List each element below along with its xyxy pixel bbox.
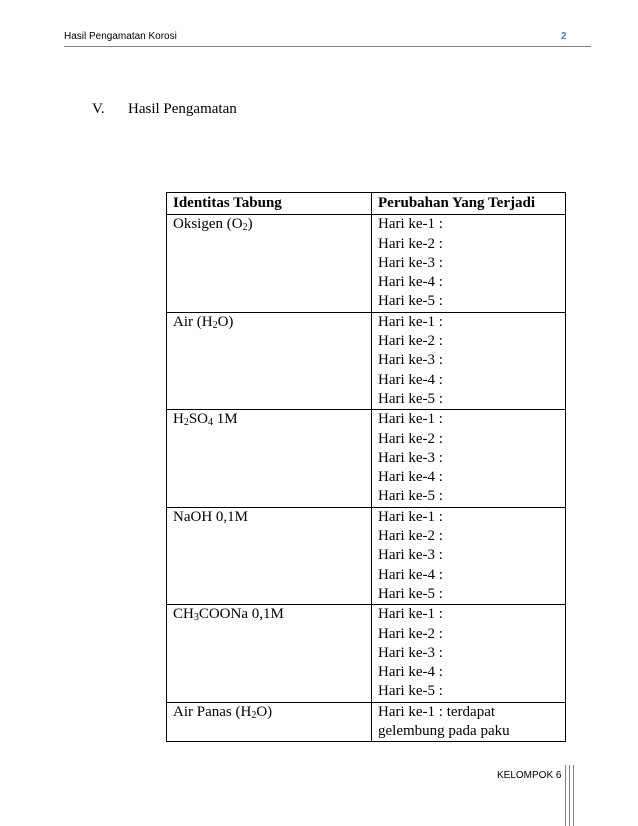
table-header-row (167, 193, 566, 215)
day-entry: Hari ke-3 : (378, 547, 443, 564)
table-row (167, 215, 566, 312)
header-title: Hasil Pengamatan Korosi (64, 31, 177, 42)
tube-cell (167, 312, 372, 409)
table-row (167, 507, 566, 604)
day-entry: Hari ke-3 : (378, 644, 443, 661)
day-entry: Hari ke-5 : (378, 390, 443, 407)
day-entry: Hari ke-1 : (378, 508, 443, 525)
tube-cell (167, 215, 372, 312)
day-entry: Hari ke-2 : (378, 333, 443, 350)
day-entry: Hari ke-1 : terdapat (378, 703, 496, 720)
day-entry: Hari ke-1 : (378, 313, 443, 330)
tube-name-part: SO (188, 411, 209, 428)
subscript: 4 (208, 417, 214, 429)
changes-cell (372, 410, 566, 507)
column-header-tube: Identitas Tabung (167, 193, 372, 215)
table-row (167, 702, 566, 742)
day-entry: Hari ke-4 : (378, 664, 443, 681)
day-entry: Hari ke-3 : (378, 449, 443, 466)
tube-name-suffix: ) (247, 216, 253, 233)
day-entry: Hari ke-4 : (378, 274, 443, 291)
observation-table (166, 192, 566, 742)
page-header (64, 28, 591, 46)
day-entry: Hari ke-5 : (378, 293, 443, 310)
header-rule (64, 46, 591, 47)
day-entry: Hari ke-2 : (378, 528, 443, 545)
footer-group: KELOMPOK 6 (497, 770, 562, 781)
day-entry: Hari ke-5 : (378, 683, 443, 700)
tube-cell (167, 702, 372, 742)
section-number: V. (92, 101, 105, 117)
day-entry: Hari ke-2 : (378, 235, 443, 252)
tube-name-suffix: 1M (213, 411, 238, 428)
tube-name: Air (H (173, 313, 213, 330)
subscript: 2 (251, 709, 257, 721)
footer-bar (565, 765, 566, 826)
day-entry: Hari ke-5 : (378, 488, 443, 505)
tube-name: CH (173, 606, 194, 623)
day-entry: Hari ke-4 : (378, 566, 443, 583)
subscript: 2 (242, 222, 248, 234)
tube-name: Air Panas (H (173, 703, 252, 720)
footer-bar (569, 765, 570, 826)
changes-cell (372, 312, 566, 409)
day-entry: Hari ke-4 : (378, 469, 443, 486)
tube-name: H (173, 411, 184, 428)
section-heading (92, 101, 237, 118)
day-entry: Hari ke-5 : (378, 585, 443, 602)
tube-cell (167, 605, 372, 702)
day-entry: Hari ke-1 : (378, 216, 443, 233)
table-row (167, 410, 566, 507)
footer-bar (573, 765, 574, 826)
changes-cell (372, 702, 566, 742)
tube-name-suffix: COONa 0,1M (198, 606, 284, 623)
tube-cell (167, 507, 372, 604)
changes-cell (372, 215, 566, 312)
subscript: 3 (193, 612, 199, 624)
day-entry: gelembung pada paku (378, 723, 510, 740)
changes-cell (372, 605, 566, 702)
day-entry: Hari ke-3 : (378, 352, 443, 369)
table-row (167, 605, 566, 702)
tube-name: NaOH 0,1M (173, 508, 248, 525)
changes-cell (372, 507, 566, 604)
tube-name: Oksigen (O (173, 216, 243, 233)
day-entry: Hari ke-2 : (378, 625, 443, 642)
day-entry: Hari ke-4 : (378, 371, 443, 388)
subscript: 2 (212, 319, 218, 331)
tube-name-suffix: O) (256, 703, 273, 720)
day-entry: Hari ke-2 : (378, 430, 443, 447)
page-number: 2 (555, 28, 591, 46)
subscript: 2 (183, 417, 189, 429)
day-entry: Hari ke-3 : (378, 254, 443, 271)
day-entry: Hari ke-1 : (378, 411, 443, 428)
tube-name-suffix: O) (217, 313, 234, 330)
section-title: Hasil Pengamatan (128, 101, 237, 117)
footer-decoration (565, 765, 574, 826)
day-entry: Hari ke-1 : (378, 606, 443, 623)
column-header-changes: Perubahan Yang Terjadi (372, 193, 566, 215)
table-row (167, 312, 566, 409)
tube-cell (167, 410, 372, 507)
